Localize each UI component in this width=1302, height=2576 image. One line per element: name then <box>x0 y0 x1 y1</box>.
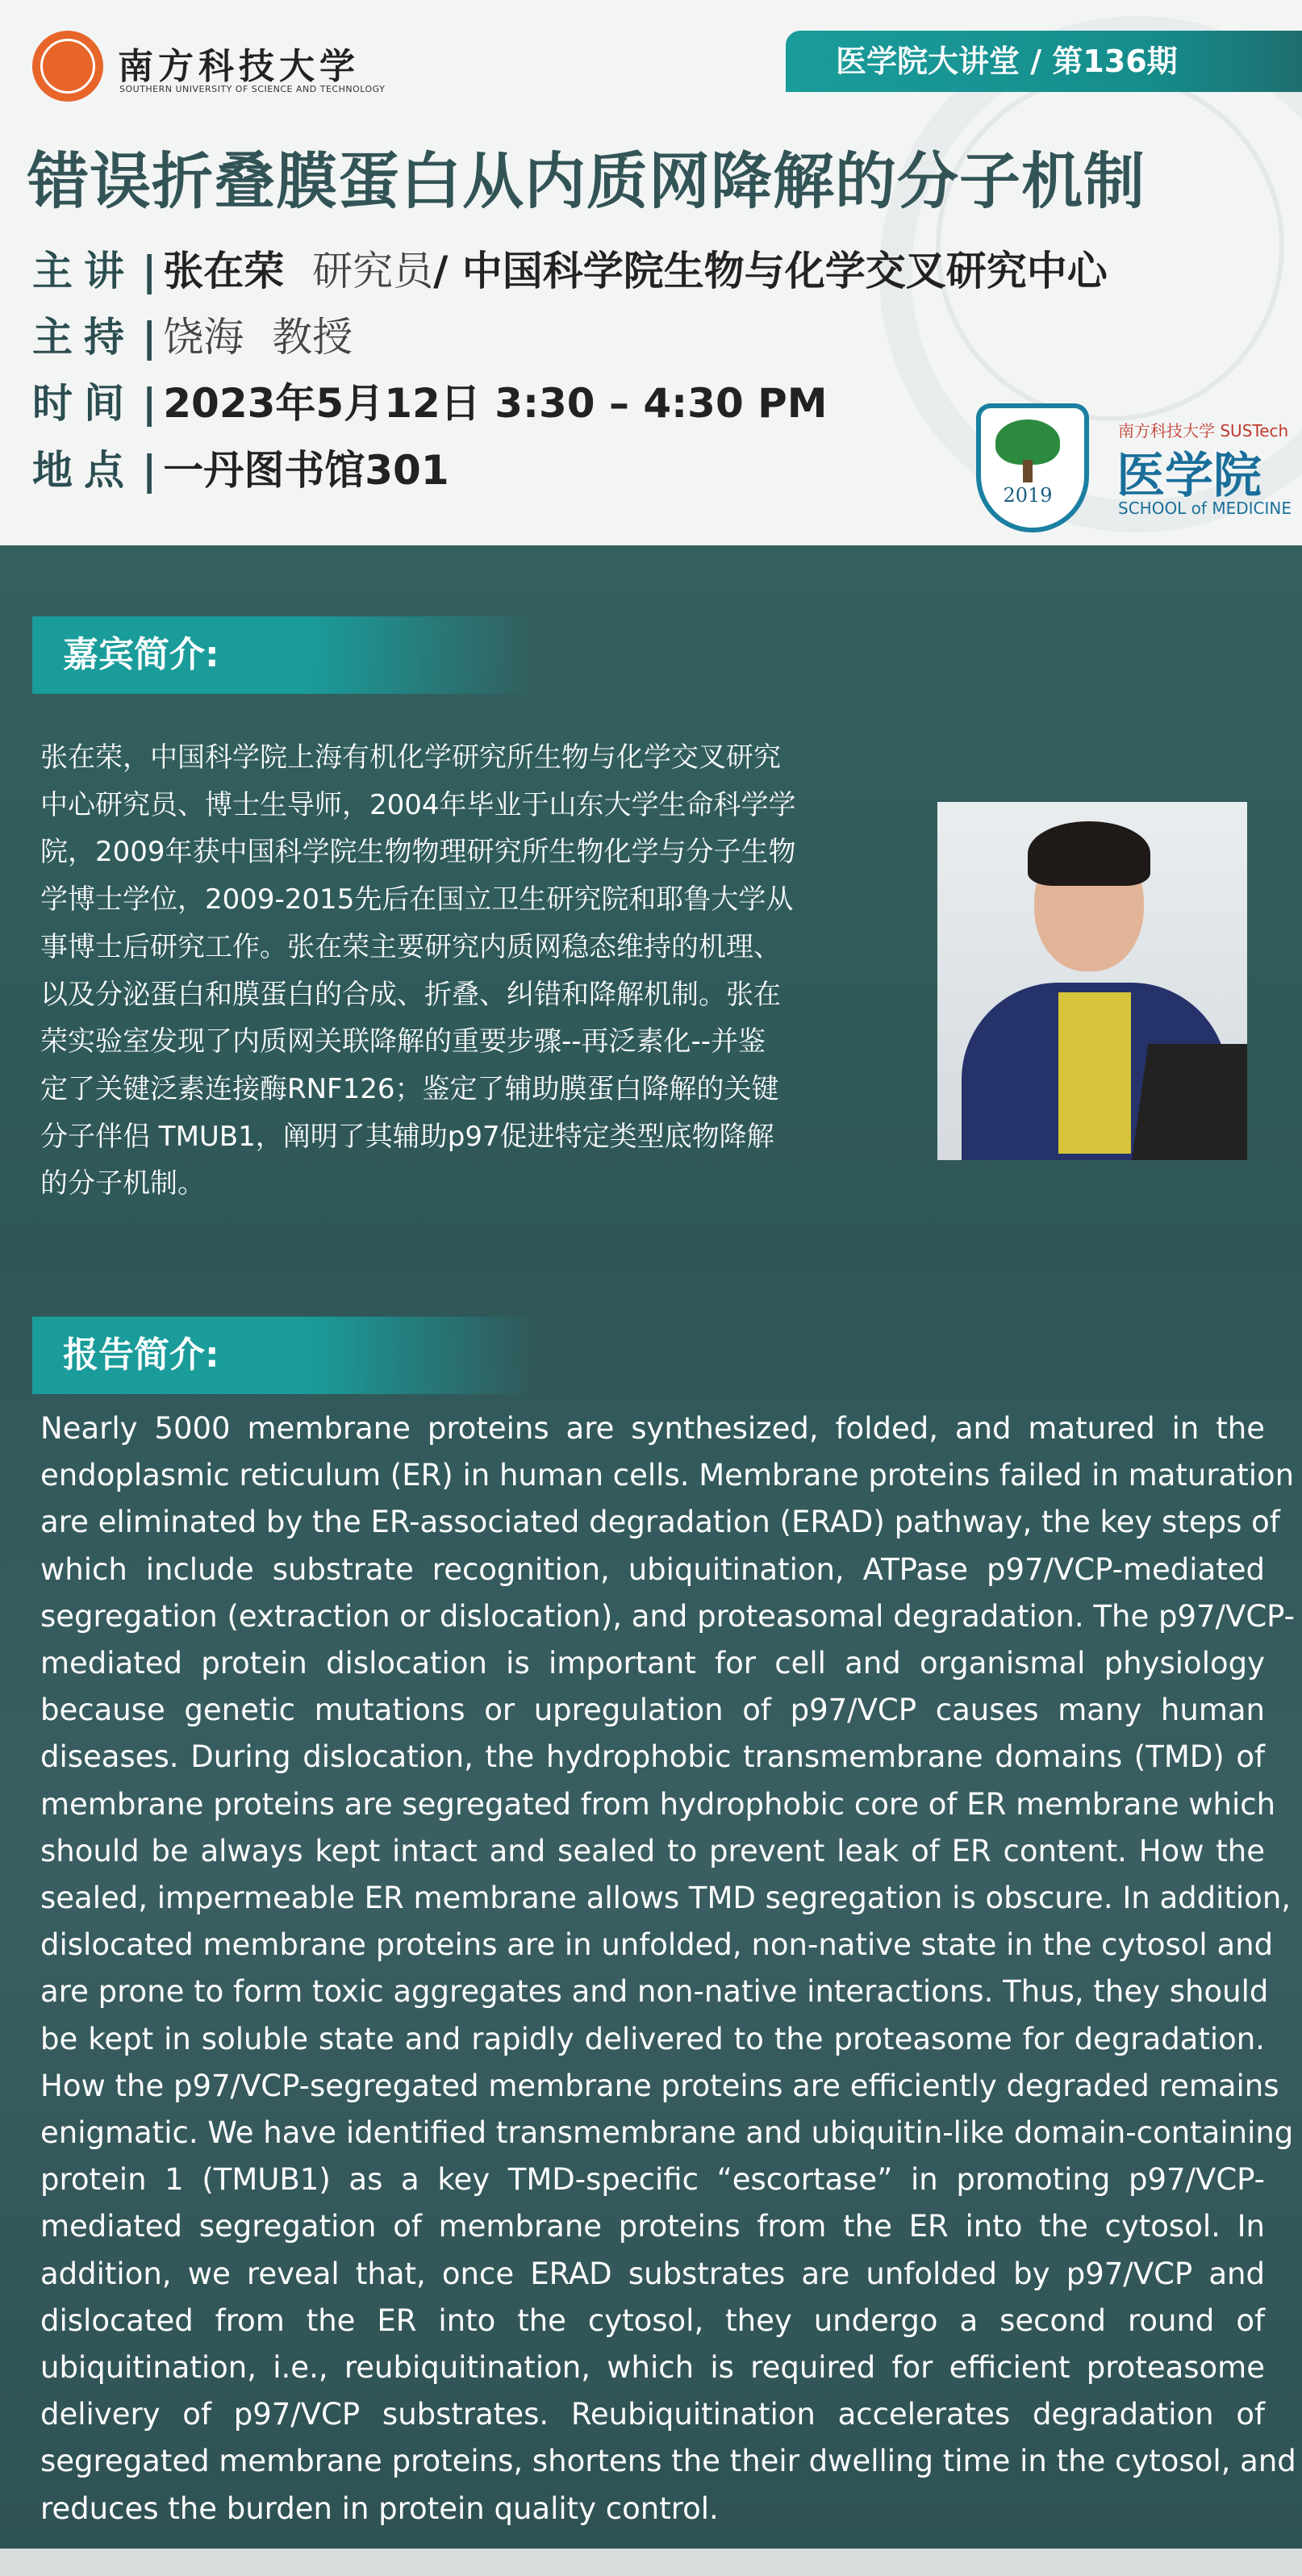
university-name: 南方科技大学 <box>118 46 360 87</box>
guest-heading: 嘉宾简介: <box>32 616 532 694</box>
abstract-line: addition, we reveal that, once ERAD substrates are unfolded by p97/VCP and <box>40 2256 1265 2291</box>
abstract-line: sealed, impermeable ER membrane allows TMD segregation is obscure. In addition, <box>40 1881 1292 1916</box>
place-row <box>32 438 449 496</box>
abstract-line: mediated protein dislocation is important for cell and organismal physiology <box>40 1646 1265 1681</box>
series-tag: 医学院大讲堂 / 第136期 <box>786 31 1302 92</box>
abstract-line: which include substrate recognition, ubiquitination, ATPase p97/VCP-mediated <box>40 1551 1265 1587</box>
abstract-line: mediated segregation of membrane proteins from the ER into the cytosol. In <box>40 2209 1265 2244</box>
page-title: 错误折叠膜蛋白从内质网降解的分子机制 <box>27 145 1146 217</box>
university-emblem-icon <box>32 31 103 102</box>
abstract-line: diseases. During dislocation, the hydrophobic transmembrane domains (TMD) of <box>40 1739 1265 1775</box>
abstract-line: dislocated membrane proteins are in unfolded, non-native state in the cytosol and <box>40 1927 1274 1963</box>
speaker-title: 研究员 <box>312 248 434 294</box>
separator: | <box>142 447 157 494</box>
speaker-name: 张在荣 <box>163 248 285 294</box>
bio-line: 学博士学位，2009-2015先后在国立卫生研究院和耶鲁大学从 <box>40 883 794 916</box>
school-logo-cn: 医学院 <box>1116 448 1262 504</box>
separator: | <box>142 248 157 294</box>
speaker-photo <box>937 802 1247 1160</box>
abstract-line: dislocated from the ER into the cytosol, they undergo a second round of <box>40 2303 1265 2338</box>
abstract-line: segregated membrane proteins, shortens the their dwelling time in the cytosol, and <box>40 2444 1296 2479</box>
bio-line: 院，2009年获中国科学院生物物理研究所生物化学与分子生物 <box>40 836 796 869</box>
abstract-line: are eliminated by the ER-associated degradation (ERAD) pathway, the key steps of <box>40 1505 1280 1540</box>
abstract-line: because genetic mutations or upregulation of p97/VCP causes many human <box>40 1693 1265 1728</box>
bio-line: 以及分泌蛋白和膜蛋白的合成、折叠、纠错和降解机制。张在 <box>40 978 781 1011</box>
abstract-line: delivery of p97/VCP substrates. Reubiquitination accelerates degradation of <box>40 2397 1265 2432</box>
photo-hair <box>1028 821 1150 886</box>
separator: | <box>142 380 157 427</box>
abstract-line: membrane proteins are segregated from hydrophobic core of ER membrane which <box>40 1786 1276 1822</box>
bio-line: 的分子机制。 <box>40 1167 205 1200</box>
abstract-line: protein 1 (TMUB1) as a key TMD-specific “escortase” in promoting p97/VCP- <box>40 2162 1265 2198</box>
bio-line: 荣实验室发现了内质网关联降解的重要步骤--再泛素化--并鉴 <box>40 1025 766 1058</box>
host-label: 主持 <box>32 314 136 361</box>
bio-line: 张在荣，中国科学院上海有机化学研究所生物与化学交叉研究 <box>40 741 781 774</box>
tree-icon <box>995 420 1060 465</box>
bio-line: 定了关键泛素连接酶RNF126；鉴定了辅助膜蛋白降解的关键 <box>40 1072 779 1105</box>
report-abstract <box>40 1405 1296 2532</box>
speaker-label: 主讲 <box>32 248 136 294</box>
abstract-line: enigmatic. We have identified transmembrane and ubiquitin-like domain-containing <box>40 2115 1294 2151</box>
bio-line: 事博士后研究工作。张在荣主要研究内质网稳态维持的机理、 <box>40 930 781 963</box>
footer-strip <box>0 2549 1302 2576</box>
time-row <box>32 371 828 429</box>
abstract-line: should be always kept intact and sealed to prevent leak of ER content. How the <box>40 1833 1265 1868</box>
separator: | <box>142 314 157 361</box>
school-logo-en: SCHOOL of MEDICINE <box>1118 499 1292 518</box>
university-logo <box>32 31 386 102</box>
host-title: 教授 <box>272 314 353 361</box>
tree-trunk-icon <box>1023 460 1033 482</box>
abstract-line: ubiquitination, i.e., reubiquitination, which is required for efficient proteasome <box>40 2350 1265 2386</box>
abstract-line: segregation (extraction or dislocation), and proteasomal degradation. The p97/VCP- <box>40 1598 1296 1634</box>
time-value: 2023年5月12日 3:30 – 4:30 PM <box>163 380 828 427</box>
speaker-row <box>32 239 1108 297</box>
abstract-line: are prone to form toxic aggregates and non-native interactions. Thus, they should <box>40 1974 1269 2010</box>
speaker-affiliation: / 中国科学院生物与化学交叉研究中心 <box>433 248 1108 294</box>
abstract-line: How the p97/VCP-segregated membrane proteins are efficiently degraded remains <box>40 2068 1279 2103</box>
host-row <box>32 305 353 363</box>
photo-shirt <box>1058 992 1131 1154</box>
host-name: 饶海 <box>163 314 244 361</box>
abstract-line: be kept in soluble state and rapidly delivered to the proteasome for degradation. <box>40 2021 1265 2056</box>
abstract-line: reduces the burden in protein quality control. <box>40 2490 719 2526</box>
place-label: 地点 <box>32 447 136 494</box>
university-subtitle: SOUTHERN UNIVERSITY OF SCIENCE AND TECHNOLOGY <box>119 84 386 94</box>
time-label: 时间 <box>32 380 136 427</box>
abstract-line: Nearly 5000 membrane proteins are synthesized, folded, and matured in the <box>40 1411 1265 1446</box>
report-heading: 报告简介: <box>32 1317 532 1394</box>
photo-laptop <box>1130 1044 1247 1160</box>
school-year: 2019 <box>1003 484 1053 507</box>
school-of-medicine-logo <box>968 403 1291 541</box>
abstract-line: endoplasmic reticulum (ER) in human cells. Membrane proteins failed in maturation <box>40 1458 1295 1493</box>
place-value: 一丹图书馆301 <box>163 447 449 494</box>
bio-line: 分子伴侣 TMUB1，阐明了其辅助p97促进特定类型底物降解 <box>40 1120 774 1153</box>
header <box>0 0 1302 545</box>
school-logo-top-text: 南方科技大学 SUSTech <box>1118 421 1289 440</box>
bio-line: 中心研究员、博士生导师，2004年毕业于山东大学生命科学学 <box>40 788 796 821</box>
guest-bio <box>40 734 871 1208</box>
